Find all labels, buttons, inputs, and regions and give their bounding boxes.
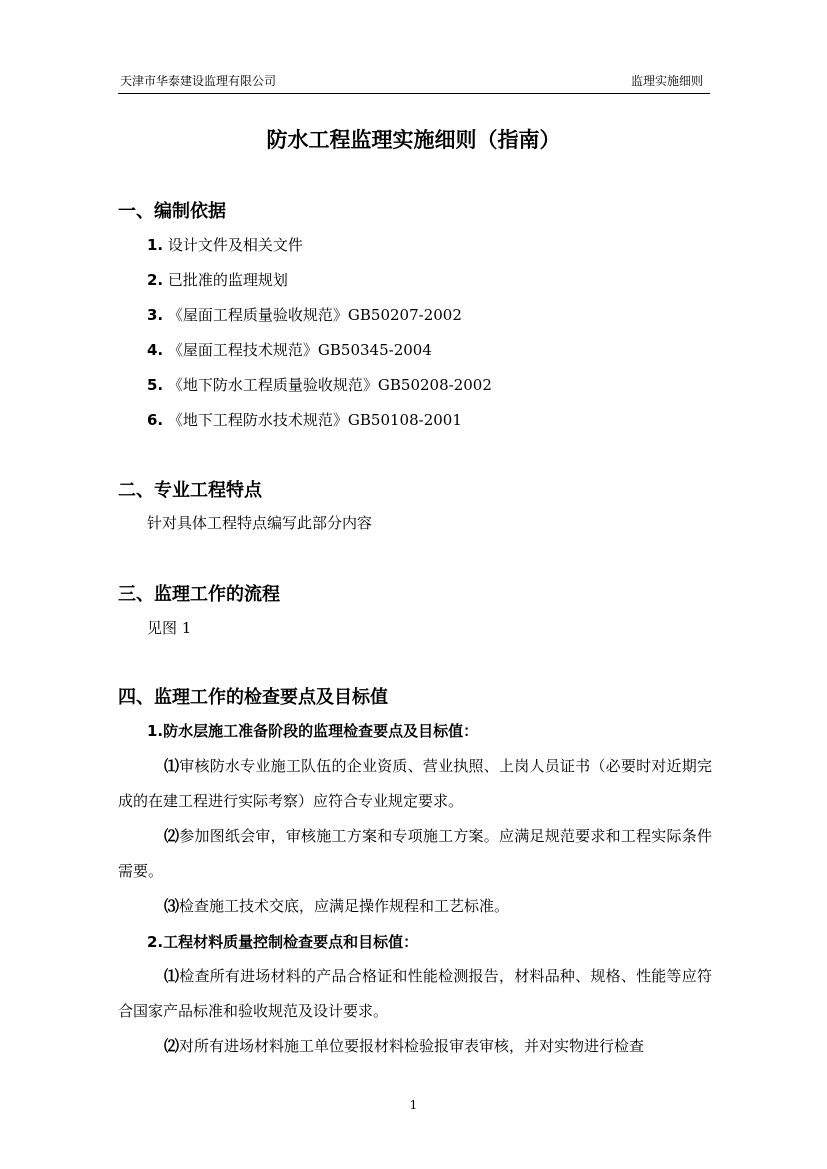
- paragraph-text: 参加图纸会审，审核施工方案和专项施工方案。应满足规范要求和工程实际条件需要。: [118, 827, 712, 880]
- paragraph-number: ⑴: [164, 757, 180, 775]
- section-heading-basis: 一、编制依据: [118, 201, 226, 222]
- section-body-text: 见图 1: [147, 619, 192, 637]
- paragraph: [118, 819, 712, 889]
- paragraph: [118, 1029, 712, 1064]
- header-rule: [118, 93, 710, 94]
- page-number: 1: [409, 1098, 418, 1112]
- paragraph-number: ⑵: [164, 827, 180, 845]
- list-item: [147, 234, 303, 255]
- section-heading-workflow: 三、监理工作的流程: [118, 584, 280, 605]
- header-company: 天津市华泰建设监理有限公司: [120, 74, 277, 88]
- list-item-number: 2.: [147, 271, 164, 289]
- paragraph-text: 检查施工技术交底，应满足操作规程和工艺标准。: [179, 897, 510, 915]
- header-doc-type: 监理实施细则: [630, 74, 703, 88]
- list-item-text: 《地下防水工程质量验收规范》GB50208-2002: [167, 376, 492, 394]
- list-item-number: 3.: [147, 306, 164, 324]
- subsection-title: 2.工程材料质量控制检查要点和目标值：: [147, 933, 419, 951]
- paragraph: [118, 889, 712, 924]
- paragraph-number: ⑶: [164, 897, 180, 915]
- list-item: [147, 269, 288, 290]
- list-item-text: 设计文件及相关文件: [167, 236, 303, 254]
- page-title: 防水工程监理实施细则（指南）: [266, 128, 561, 152]
- section-heading-features: 二、专业工程特点: [118, 480, 262, 501]
- section-heading-checkpoints: 四、监理工作的检查要点及目标值: [118, 687, 388, 708]
- list-item: [147, 339, 432, 360]
- list-item-text: 《屋面工程质量验收规范》GB50207-2002: [167, 306, 462, 324]
- section-body-text: 针对具体工程特点编写此部分内容: [147, 514, 373, 532]
- paragraph-number: ⑴: [164, 967, 180, 985]
- paragraph-text: 审核防水专业施工队伍的企业资质、营业执照、上岗人员证书（必要时对近期完成的在建工程进行实际考察）应符合专业规定要求。: [118, 757, 712, 810]
- list-item-text: 《屋面工程技术规范》GB50345-2004: [167, 341, 432, 359]
- list-item-number: 4.: [147, 341, 164, 359]
- paragraph-text: 检查所有进场材料的产品合格证和性能检测报告，材料品种、规格、性能等应符合国家产品标准和验收规范及设计要求。: [118, 967, 712, 1020]
- list-item: [147, 374, 492, 395]
- paragraph-number: ⑵: [164, 1037, 180, 1055]
- list-item-text: 《地下工程防水技术规范》GB50108-2001: [167, 411, 462, 429]
- list-item-number: 1.: [147, 236, 164, 254]
- list-item: [147, 409, 462, 430]
- subsection-title: 1.防水层施工准备阶段的监理检查要点及目标值：: [147, 722, 479, 740]
- paragraph-text: 对所有进场材料施工单位要报材料检验报审表审核，并对实物进行检查: [179, 1037, 645, 1055]
- list-item: [147, 304, 462, 325]
- paragraph: [118, 959, 712, 1029]
- list-item-number: 6.: [147, 411, 164, 429]
- list-item-text: 已批准的监理规划: [167, 271, 288, 289]
- paragraph: [118, 749, 712, 819]
- list-item-number: 5.: [147, 376, 164, 394]
